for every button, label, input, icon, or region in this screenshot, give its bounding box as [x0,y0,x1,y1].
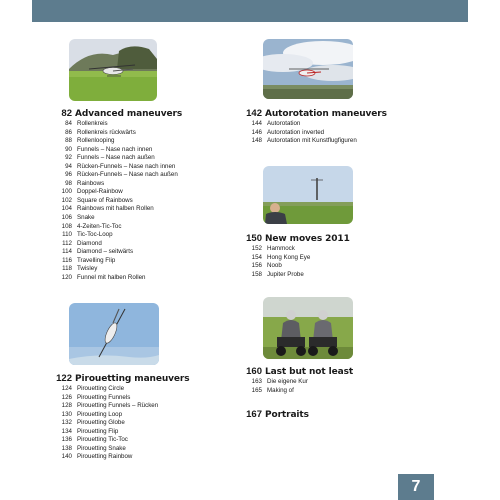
toc-entry[interactable] [50,223,182,232]
entry-title: Funnels – Nase nach außen [77,154,155,162]
entry-title: 4-Zeiten-Tic-Toc [77,222,122,230]
entry-title: Rollenkreis [77,120,108,127]
toc-entry[interactable] [50,453,190,462]
toc-entry-list [240,245,350,279]
entry-page-number: 124 [61,385,72,392]
entry-title: Rollenkreis rückwärts [77,128,136,136]
entry-title: Hammock [267,245,295,252]
section-page-number: 160 [246,366,262,377]
entry-title: Rücken-Funnels – Nase nach außen [77,171,178,179]
section-heading [50,373,190,384]
photo-helicopter-vertical-sky [69,303,159,365]
entry-page-number: 102 [61,196,72,204]
toc-entry[interactable] [50,129,182,138]
entry-title: Funnels – Nase nach innen [77,145,153,153]
entry-title: Die eigene Kur [267,378,308,385]
toc-entry[interactable] [50,231,182,240]
entry-title: Rücken-Funnels – Nase nach innen [77,162,176,170]
toc-entry[interactable] [240,129,387,138]
toc-entry-list [240,378,353,395]
entry-title: Travelling Flip [77,256,116,264]
toc-entry[interactable] [50,180,182,189]
entry-title: Twisley [77,265,98,273]
toc-entry[interactable] [240,245,350,254]
toc-entry[interactable] [50,171,182,180]
entry-title: Pirouetting Funnels [77,393,131,401]
entry-page-number: 98 [65,179,72,187]
entry-title: Pirouetting Flip [77,427,119,435]
toc-entry[interactable] [240,387,353,396]
entry-page-number: 100 [61,188,72,196]
section-title[interactable]: New moves 2011 [265,234,350,244]
entry-title: Diamond – seitwärts [77,248,134,256]
entry-page-number: 152 [251,245,262,252]
entry-title: Autorotation [267,120,301,127]
toc-entry[interactable] [50,385,190,394]
entry-title: Pirouetting Tic-Toc [77,436,128,444]
toc-entry[interactable] [240,262,350,271]
toc-entry[interactable] [50,205,182,214]
photo-helicopter-in-sky [263,39,353,99]
entry-page-number: 96 [65,171,72,179]
toc-section-new-moves-2011 [240,233,350,279]
entry-page-number: 163 [251,378,262,385]
toc-entry-list [50,385,190,462]
section-heading [240,366,353,377]
entry-title: Snake [77,214,95,222]
entry-page-number: 148 [251,137,262,145]
toc-entry[interactable] [50,411,190,420]
section-page-number: 167 [246,409,262,420]
entry-title: Jupiter Probe [267,270,304,278]
toc-entry[interactable] [50,188,182,197]
section-page-number: 82 [61,108,72,119]
toc-entry[interactable] [50,428,190,437]
entry-page-number: 130 [61,410,72,418]
section-title[interactable]: Portraits [265,410,309,420]
toc-section-autorotation-maneuvers [240,108,387,146]
section-title[interactable]: Pirouetting maneuvers [75,374,190,384]
toc-entry[interactable] [50,436,190,445]
section-heading [240,233,350,244]
entry-page-number: 110 [62,231,72,239]
entry-page-number: 94 [65,162,72,170]
toc-entry-list [240,120,387,146]
entry-title: Rollenlooping [77,137,115,145]
entry-page-number: 136 [61,436,72,444]
entry-page-number: 104 [61,205,72,213]
photo-riders-on-quad-bikes [263,297,353,359]
entry-page-number: 154 [251,253,262,261]
entry-page-number: 116 [62,256,72,264]
entry-page-number: 138 [61,444,72,452]
section-heading [240,409,309,420]
entry-page-number: 120 [61,273,72,281]
toc-entry[interactable] [50,248,182,257]
entry-title: Autorotation inverted [267,128,325,136]
entry-title: Pirouetting Loop [77,410,123,418]
entry-title: Making of [267,386,294,394]
entry-title: Rainbows mit halben Rollen [77,205,154,213]
toc-section-pirouetting-maneuvers [50,373,190,462]
toc-entry[interactable] [240,120,387,129]
entry-title: Square of Rainbows [77,196,133,204]
toc-entry[interactable] [50,402,190,411]
toc-section-last-but-not-least [240,366,353,395]
section-title[interactable]: Advanced maneuvers [75,109,183,119]
page-number-badge: 7 [398,474,434,500]
entry-page-number: 140 [61,453,72,461]
entry-page-number: 112 [62,239,72,247]
entry-title: Pirouetting Rainbow [77,453,133,461]
photo-pilot-with-helicopter [263,166,353,224]
toc-entry[interactable] [50,120,182,129]
toc-entry[interactable] [50,146,182,155]
section-page-number: 122 [56,373,72,384]
toc-entry[interactable] [50,257,182,266]
entry-title: Autorotation mit Kunstflugfiguren [267,137,357,145]
entry-page-number: 90 [65,145,72,153]
entry-page-number: 84 [65,120,72,127]
entry-page-number: 132 [61,419,72,427]
entry-page-number: 92 [65,154,72,162]
toc-entry[interactable] [50,445,190,454]
entry-page-number: 88 [65,137,72,145]
entry-page-number: 128 [61,402,72,410]
toc-section-advanced-maneuvers [50,108,182,282]
section-title[interactable]: Last but not least [265,367,354,377]
toc-entry[interactable] [240,137,387,146]
entry-title: Pirouetting Globe [77,419,125,427]
toc-entry[interactable] [240,254,350,263]
toc-entry[interactable] [50,419,190,428]
entry-page-number: 146 [251,128,262,136]
entry-page-number: 165 [251,386,262,394]
toc-entry[interactable] [50,394,190,403]
section-page-number: 150 [246,233,262,244]
entry-page-number: 118 [62,265,72,273]
entry-title: Hong Kong Eye [267,253,311,261]
entry-title: Diamond [77,239,102,247]
toc-entry[interactable] [240,378,353,387]
entry-title: Pirouetting Funnels – Rücken [77,402,159,410]
entry-title: Noob [267,262,282,270]
entry-page-number: 86 [65,128,72,136]
entry-title: Doppel-Rainbow [77,188,123,196]
entry-page-number: 144 [251,120,262,127]
toc-entry[interactable] [50,240,182,249]
toc-entry[interactable] [50,214,182,223]
entry-title: Funnel mit halben Rollen [77,273,146,281]
section-heading [240,108,387,119]
entry-title: Tic-Toc-Loop [77,231,113,239]
header-bar [32,0,468,22]
section-title[interactable]: Autorotation maneuvers [265,109,387,119]
entry-page-number: 106 [61,214,72,222]
entry-page-number: 134 [61,427,72,435]
entry-page-number: 108 [61,222,72,230]
entry-title: Pirouetting Circle [77,385,125,392]
entry-page-number: 114 [62,248,72,256]
section-heading [50,108,182,119]
entry-title: Pirouetting Snake [77,444,126,452]
toc-section-portraits [240,409,309,420]
entry-page-number: 126 [61,393,72,401]
section-page-number: 142 [246,108,262,119]
toc-entry[interactable] [240,271,350,280]
entry-title: Rainbows [77,179,105,187]
toc-entry[interactable] [50,197,182,206]
toc-entry-list [50,120,182,282]
entry-page-number: 156 [251,262,262,270]
toc-entry[interactable] [50,163,182,172]
toc-entry[interactable] [50,137,182,146]
toc-entry[interactable] [50,154,182,163]
entry-page-number: 158 [251,270,262,278]
toc-entry[interactable] [50,274,182,283]
toc-entry[interactable] [50,265,182,274]
photo-helicopter-on-grass [69,39,157,101]
